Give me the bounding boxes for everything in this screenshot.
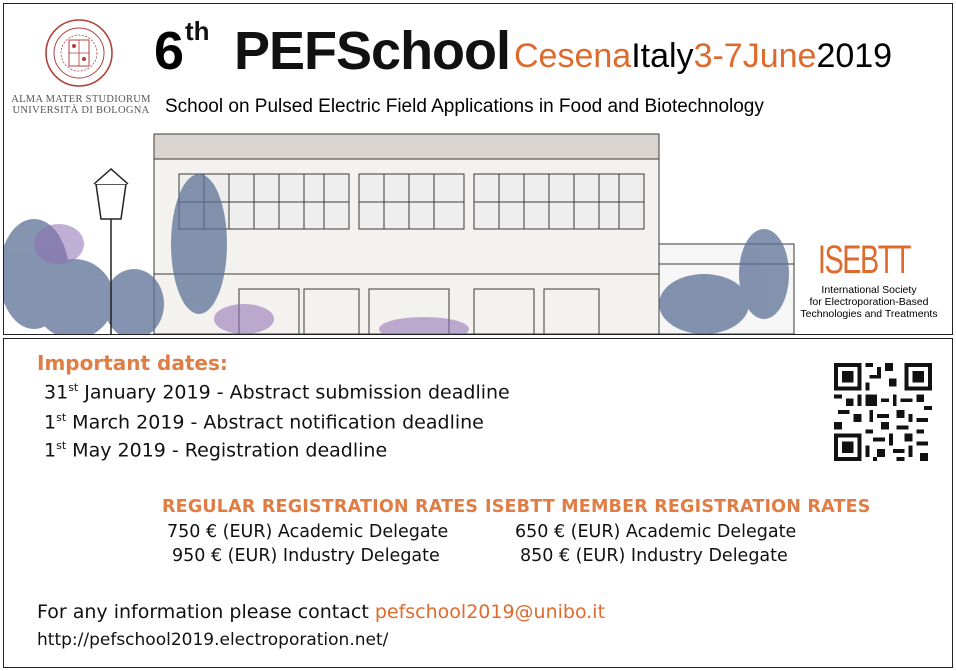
alma-line-2: UNIVERSITÀ DI BOLOGNA bbox=[12, 105, 150, 116]
date-text: May 2019 - Registration deadline bbox=[66, 439, 388, 462]
alma-line-1: ALMA MATER STUDIORUM bbox=[11, 94, 151, 105]
date-day: 1 bbox=[44, 411, 57, 434]
member-academic-rate: 650 € (EUR) Academic Delegate bbox=[515, 522, 797, 542]
isebtt-logo: ISEBTT bbox=[817, 238, 911, 282]
event-place-date bbox=[514, 37, 892, 76]
edition-suffix: th bbox=[185, 16, 210, 46]
date-suffix: st bbox=[56, 439, 67, 452]
date-day: 1 bbox=[44, 439, 57, 462]
isebtt-line-3: Technologies and Treatments bbox=[800, 308, 938, 320]
member-industry-rate: 850 € (EUR) Industry Delegate bbox=[520, 546, 788, 566]
member-rates-heading: ISEBTT MEMBER REGISTRATION RATES bbox=[485, 497, 871, 517]
website-link[interactable]: http://pefschool2019.electroporation.net/ bbox=[37, 630, 389, 650]
regular-rates-heading: REGULAR REGISTRATION RATES bbox=[162, 497, 479, 517]
event-days: 3-7 bbox=[693, 37, 743, 75]
university-name bbox=[10, 94, 152, 116]
university-seal-icon bbox=[44, 18, 114, 88]
event-year: 2019 bbox=[816, 37, 893, 75]
regular-academic-rate: 750 € (EUR) Academic Delegate bbox=[167, 522, 449, 542]
isebtt-logo-block bbox=[794, 240, 944, 320]
date-text: March 2019 - Abstract notification deadline bbox=[66, 411, 484, 434]
date-suffix: st bbox=[56, 411, 67, 424]
date-item bbox=[44, 439, 387, 461]
info-panel bbox=[3, 338, 953, 668]
edition-number: 6 bbox=[154, 21, 185, 81]
important-dates-heading: Important dates: bbox=[37, 351, 228, 375]
isebtt-full-name bbox=[794, 284, 944, 320]
date-item bbox=[44, 381, 510, 403]
qr-code-icon[interactable] bbox=[834, 363, 932, 461]
isebtt-line-2: for Electroporation-Based bbox=[809, 296, 929, 308]
event-title bbox=[154, 14, 949, 84]
date-suffix: st bbox=[68, 381, 79, 394]
date-item bbox=[44, 411, 484, 433]
isebtt-line-1: International Society bbox=[821, 284, 917, 296]
banner bbox=[3, 3, 953, 335]
event-subtitle: School on Pulsed Electric Field Applications in Food and Biotechnology bbox=[165, 96, 764, 117]
regular-industry-rate: 950 € (EUR) Industry Delegate bbox=[172, 546, 440, 566]
contact-line bbox=[37, 601, 605, 623]
event-city: Cesena bbox=[514, 37, 632, 75]
date-day: 31 bbox=[44, 381, 69, 404]
event-month: June bbox=[742, 37, 817, 75]
contact-email-link[interactable]: pefschool2019@unibo.it bbox=[374, 601, 606, 623]
event-country: Italy bbox=[631, 37, 694, 75]
contact-prefix: For any information please contact bbox=[37, 601, 375, 623]
school-name: PEFSchool bbox=[234, 21, 511, 81]
date-text: January 2019 - Abstract submission deadline bbox=[78, 381, 510, 404]
